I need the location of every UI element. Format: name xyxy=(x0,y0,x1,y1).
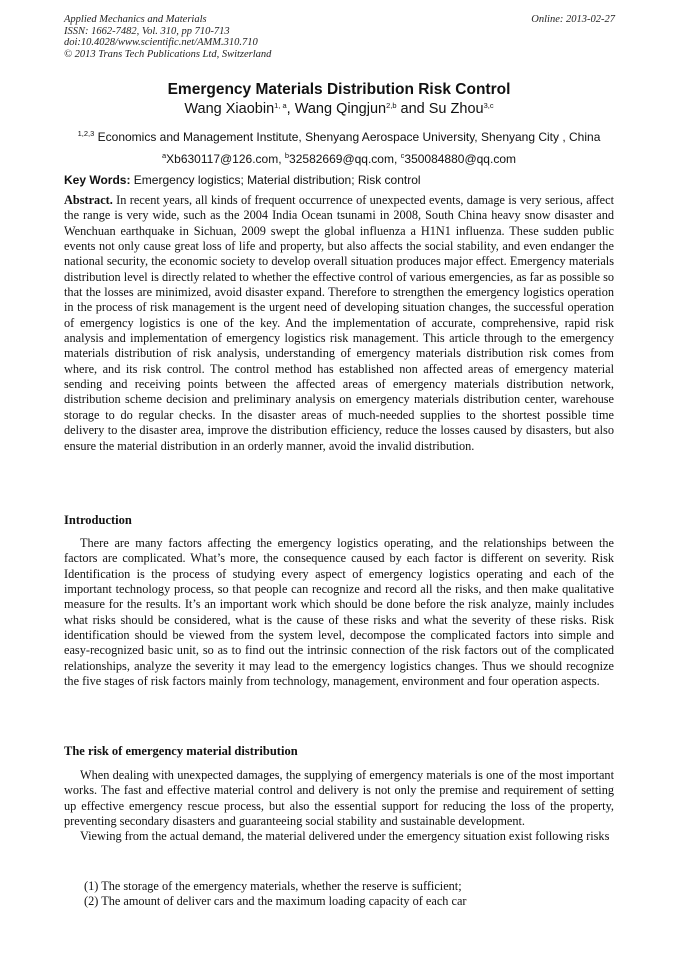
paper-title: Emergency Materials Distribution Risk Control xyxy=(167,81,511,98)
risk-section-heading: The risk of emergency material distribution xyxy=(64,744,298,758)
email-b-sup: b xyxy=(284,151,290,160)
online-date: Online: 2013-02-27 xyxy=(531,14,615,25)
abstract xyxy=(64,193,614,454)
author-3-sup: 3,c xyxy=(483,101,494,110)
introduction-paragraph: There are many factors affecting the emergency logistics operating, and the relationships between the factors are complicated. What’s more, the consequence caused by each factor is different on severity. Risk Identification is the process of studying every aspect of emergency logistics operating and each of the important technology process, so that people can recognize and record all the risks, and then make qualitative measure for the results. It’s an important work which should be done before the risk analyze, mainly includes what risks should be considered, what is the cause of these risks and what the severity of these risks. Risk identification should be viewed from the system level, decompose the complicated factors into simple and easy-recognized basic unit, so as to find out the intrinsic connection of the risk factors out of the complicated relationships, analyze the severity it may lead to the emergency logistics changes. Thus we should recognize the five stages of risk factors mainly from technology, management, environment and four operation aspects. xyxy=(64,536,614,689)
author-separator: and xyxy=(396,101,429,117)
risk-paragraph-2: Viewing from the actual demand, the material delivered under the emergency situation exist following risks xyxy=(80,829,610,844)
author-separator: , xyxy=(286,101,295,117)
email-c-sup: c xyxy=(400,151,405,160)
risk-list-item: (2) The amount of deliver cars and the maximum loading capacity of each car xyxy=(84,894,467,908)
risk-list-item: (1) The storage of the emergency materials, whether the reserve is sufficient; xyxy=(84,879,462,893)
introduction-heading: Introduction xyxy=(64,513,132,527)
author-list xyxy=(0,101,678,117)
affiliation-text: Economics and Management Institute, Shenyang Aerospace University, Shenyang City , China xyxy=(94,130,601,144)
keywords xyxy=(64,173,421,187)
doi-line: doi:10.4028/www.scientific.net/AMM.310.710 xyxy=(64,37,258,49)
journal-name: Applied Mechanics and Materials xyxy=(64,14,207,25)
journal-header xyxy=(64,14,271,60)
abstract-label: Abstract. xyxy=(64,193,113,207)
email-list xyxy=(0,152,678,166)
author-2-sup: 2,b xyxy=(386,101,397,110)
risk-section-body xyxy=(64,768,614,845)
affiliation-sup: 1,2,3 xyxy=(77,129,95,138)
email-a-sup: a xyxy=(161,151,167,160)
author-2: Wang Qingjun xyxy=(294,101,387,117)
affiliation xyxy=(0,130,678,144)
author-1-sup: 1, a xyxy=(274,101,287,110)
abstract-text: In recent years, all kinds of frequent occurrence of unexpected events, damage is very serious, affect the range is very wide, such as the 2004 India Ocean tsunami in 2008, South China heavy snow disaster and Wenchuan earthquake in Sichuan, 2009 swept the global influenza a H1N1 influenza. These sudden public events not only cause great loss of life and property, but also affects the social stability, and even endanger the national security, the economic society to develop overall situation produces major effect. Emergency materials distribution level is directly related to whether the effective control of various emergencies, as far as possible so that the losses are minimized, avoid disaster expand. Therefore to strengthen the emergency logistics operation in the process of risk management is the urgent need of developing situation changes, the successful operation of emergency logistics is one of the key. And the implementation of accurate, comprehensive, rapid risk analysis and implementation of emergency logistics risk management. This article through to the emergency materials distribution of risk analysis, understanding of emergency materials distribution risk comes from where, and its risk control. The control method has established non affected areas of emergency material sending and receiving points between the affected areas of emergency materials distribution network, distribution scheme decision and preliminary analysis on emergency materials distribution center, warehouse storage to do regular checks. In the disaster areas of much-needed supplies to the shortest possible time delivery to the disaster area, improve the distribution efficiency, reduce the losses caused by disasters, but also ensure the material distribution in an orderly manner, avoid the invalid distribution. xyxy=(64,193,614,453)
keywords-label: Key Words: xyxy=(64,173,131,187)
risk-paragraph-1: When dealing with unexpected damages, the supplying of emergency materials is one of the most important works. The fast and effective material control and delivery is not only the premise and requirement of setting up effective emergency rescue process, but also the essential support for reducing the loss of the property, preventing secondary disasters and guaranteeing social stability and sustainable development. xyxy=(64,768,614,829)
author-1: Wang Xiaobin xyxy=(184,101,275,117)
email-a: Xb630117@126.com, xyxy=(166,152,285,166)
keywords-text: Emergency logistics; Material distribution; Risk control xyxy=(130,173,421,187)
author-3: Su Zhou xyxy=(428,101,484,117)
issn-line: ISSN: 1662-7482, Vol. 310, pp 710-713 xyxy=(64,25,230,37)
copyright-line: © 2013 Trans Tech Publications Ltd, Switzerland xyxy=(64,48,272,60)
email-c: 350084880@qq.com xyxy=(404,152,516,166)
email-b: 32582669@qq.com, xyxy=(289,152,401,166)
